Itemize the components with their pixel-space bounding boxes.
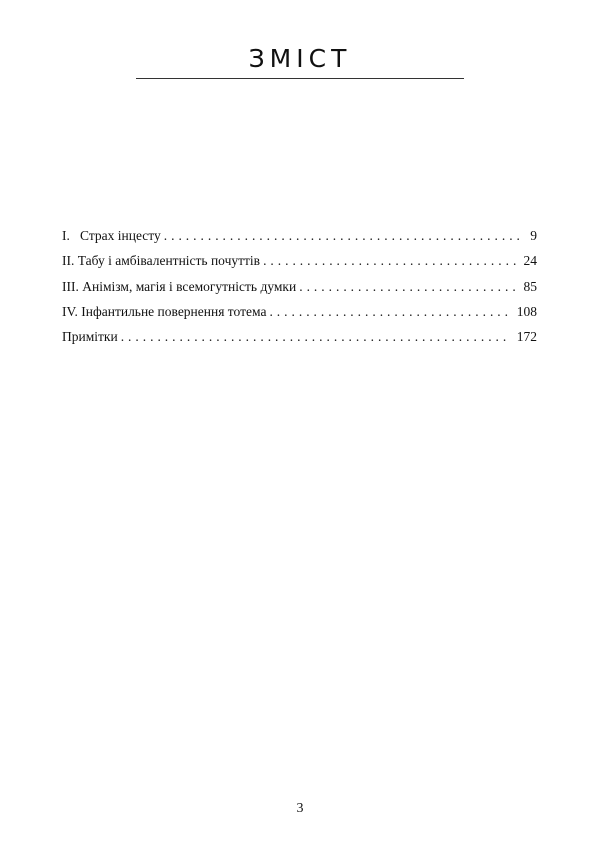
toc-entry-label: III. Анімізм, магія і всемогутність думки	[62, 278, 297, 294]
toc-leader-dots	[121, 329, 511, 345]
table-of-contents	[62, 228, 537, 354]
toc-entry-label: Примітки	[62, 329, 118, 345]
toc-entry	[62, 304, 537, 329]
toc-entry	[62, 329, 537, 354]
toc-entry-label: IV. Інфантильне повернення тотема	[62, 303, 267, 319]
toc-leader-dots	[263, 253, 517, 269]
toc-leader-dots	[269, 304, 510, 320]
toc-entry-page: 9	[530, 228, 537, 243]
toc-entry-page: 24	[523, 253, 537, 269]
toc-entry	[62, 279, 537, 304]
toc-entry	[62, 253, 537, 278]
toc-entry-page: 172	[516, 329, 537, 345]
title-underline	[136, 78, 464, 79]
page-title: ЗМІСТ	[248, 44, 352, 73]
toc-entry-page: 85	[523, 278, 537, 294]
toc-leader-dots	[299, 279, 517, 295]
toc-entry-label: I. Страх інцесту	[62, 228, 161, 243]
page-number: 3	[296, 801, 304, 816]
toc-entry	[62, 228, 537, 253]
toc-entry-page: 108	[516, 303, 537, 319]
toc-leader-dots	[164, 228, 525, 244]
toc-entry-label: II. Табу і амбівалентність почуттів	[62, 253, 261, 269]
